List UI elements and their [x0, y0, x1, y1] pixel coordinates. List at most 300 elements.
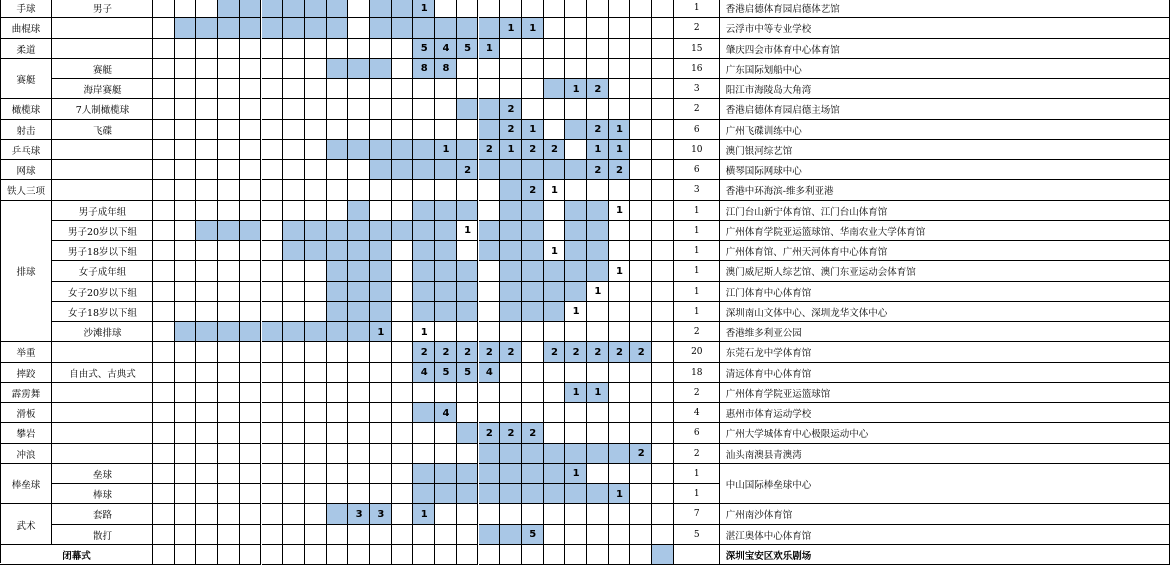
day-cell	[327, 241, 349, 261]
day-cell	[348, 39, 370, 59]
day-cell	[522, 464, 544, 484]
venue-name: 广州飞碟训练中心	[725, 125, 802, 137]
day-cell	[327, 99, 349, 119]
day-cell	[435, 18, 457, 38]
day-cell	[240, 18, 262, 38]
day-cell	[218, 18, 240, 38]
day-cell	[479, 282, 501, 302]
day-cell	[305, 59, 327, 79]
day-cell	[240, 403, 262, 423]
day-cell	[587, 545, 609, 565]
medal-count: 1	[572, 387, 580, 399]
day-cell	[609, 504, 631, 524]
day-cell	[240, 322, 262, 342]
day-cell	[196, 160, 218, 180]
day-cell	[587, 99, 609, 119]
day-cell	[652, 464, 674, 484]
day-cell	[153, 504, 175, 524]
day-cell	[262, 99, 284, 119]
day-cell	[348, 444, 370, 464]
event-name: 女子成年组	[78, 267, 127, 279]
day-cell	[630, 403, 652, 423]
day-cell	[175, 302, 197, 322]
medal-count: 2	[529, 427, 537, 439]
day-cell	[196, 504, 218, 524]
day-cell	[565, 59, 587, 79]
day-cell	[565, 545, 587, 565]
event-count: 1	[693, 3, 700, 14]
medal-count: 1	[529, 22, 537, 34]
day-cell	[175, 39, 197, 59]
day-cell	[544, 363, 566, 383]
day-cell	[457, 18, 479, 38]
day-cell	[348, 221, 370, 241]
day-cell	[262, 18, 284, 38]
day-cell	[392, 160, 414, 180]
day-cell	[652, 140, 674, 160]
venue-name: 中山国际棒垒球中心	[725, 480, 812, 491]
sport-name: 手球	[16, 4, 36, 16]
day-cell	[305, 484, 327, 504]
day-cell	[348, 525, 370, 545]
day-cell	[565, 444, 587, 464]
day-cell	[175, 484, 197, 504]
day-cell	[262, 241, 284, 261]
day-cell	[175, 221, 197, 241]
day-cell	[479, 484, 501, 504]
day-cell	[153, 241, 175, 261]
day-cell	[392, 302, 414, 322]
day-cell	[392, 282, 414, 302]
medal-count: 8	[442, 63, 450, 75]
day-cell	[305, 0, 327, 18]
day-cell	[305, 120, 327, 140]
day-cell	[652, 383, 674, 403]
day-cell	[196, 363, 218, 383]
sport-name: 冲浪	[16, 449, 36, 461]
day-cell	[348, 99, 370, 119]
day-cell	[609, 282, 631, 302]
day-cell	[630, 504, 652, 524]
medal-count: 1	[550, 184, 558, 196]
day-cell	[522, 59, 544, 79]
day-cell	[153, 302, 175, 322]
event-count: 4	[693, 408, 700, 419]
day-cell	[479, 322, 501, 342]
day-cell	[196, 525, 218, 545]
day-cell	[457, 0, 479, 18]
day-cell	[565, 18, 587, 38]
day-cell	[175, 403, 197, 423]
day-cell	[370, 444, 392, 464]
day-cell	[283, 282, 305, 302]
day-cell	[392, 201, 414, 221]
day-cell	[652, 322, 674, 342]
day-cell	[652, 363, 674, 383]
day-cell	[175, 99, 197, 119]
day-cell	[544, 39, 566, 59]
day-cell	[262, 180, 284, 200]
day-cell	[609, 403, 631, 423]
day-cell	[262, 504, 284, 524]
day-cell	[609, 18, 631, 38]
day-cell	[544, 99, 566, 119]
day-cell	[630, 221, 652, 241]
day-cell	[587, 0, 609, 18]
day-cell	[565, 140, 587, 160]
medal-count: 3	[377, 508, 385, 520]
sport-name: 赛艇	[16, 75, 36, 86]
day-cell	[283, 504, 305, 524]
event-count: 20	[691, 347, 703, 358]
day-cell	[283, 403, 305, 423]
day-cell	[609, 99, 631, 119]
event-name: 女子18岁以下组	[67, 307, 138, 319]
day-cell	[457, 120, 479, 140]
day-cell	[327, 201, 349, 221]
day-cell	[262, 464, 284, 484]
day-cell	[370, 302, 392, 322]
day-cell	[262, 201, 284, 221]
day-cell	[544, 79, 566, 99]
day-cell	[218, 525, 240, 545]
event-name: 赛艇	[92, 64, 112, 76]
day-cell	[652, 79, 674, 99]
medal-count: 5	[464, 367, 472, 379]
venue-name: 香港维多利亚公园	[725, 328, 802, 340]
event-name: 自由式、古典式	[69, 368, 136, 380]
day-cell	[283, 545, 305, 565]
day-cell	[240, 39, 262, 59]
day-cell	[305, 444, 327, 464]
day-cell	[305, 140, 327, 160]
day-cell	[348, 545, 370, 565]
day-cell	[479, 0, 501, 18]
day-cell	[348, 261, 370, 281]
venue-name: 广州南沙体育馆	[725, 510, 793, 522]
day-cell	[348, 403, 370, 423]
day-cell	[240, 383, 262, 403]
medal-count: 2	[594, 164, 602, 176]
sport-name: 射击	[16, 125, 36, 137]
event-count: 1	[693, 225, 700, 236]
day-cell	[283, 342, 305, 362]
day-cell	[327, 39, 349, 59]
day-cell	[196, 221, 218, 241]
day-cell	[500, 403, 522, 423]
day-cell	[327, 545, 349, 565]
day-cell	[327, 18, 349, 38]
day-cell	[544, 403, 566, 423]
event-name: 棒球	[92, 490, 112, 502]
day-cell	[370, 363, 392, 383]
day-cell	[413, 241, 435, 261]
medal-count: 1	[616, 488, 624, 500]
day-cell	[348, 201, 370, 221]
day-cell	[240, 241, 262, 261]
day-cell	[413, 302, 435, 322]
day-cell	[175, 322, 197, 342]
day-cell	[262, 221, 284, 241]
day-cell	[370, 120, 392, 140]
day-cell	[392, 221, 414, 241]
day-cell	[435, 180, 457, 200]
day-cell	[457, 180, 479, 200]
day-cell	[392, 140, 414, 160]
day-cell	[522, 221, 544, 241]
day-cell	[305, 261, 327, 281]
day-cell	[652, 59, 674, 79]
day-cell	[370, 545, 392, 565]
event-name: 垒球	[92, 469, 112, 481]
event-count: 1	[693, 489, 700, 500]
day-cell	[652, 525, 674, 545]
day-cell	[544, 201, 566, 221]
day-cell	[652, 180, 674, 200]
day-cell	[305, 99, 327, 119]
day-cell	[305, 160, 327, 180]
day-cell	[544, 59, 566, 79]
day-cell	[544, 545, 566, 565]
day-cell	[370, 59, 392, 79]
day-cell	[262, 140, 284, 160]
day-cell	[196, 59, 218, 79]
day-cell	[435, 0, 457, 18]
day-cell	[652, 221, 674, 241]
day-cell	[196, 140, 218, 160]
day-cell	[196, 464, 218, 484]
day-cell	[413, 221, 435, 241]
day-cell	[500, 0, 522, 18]
day-cell	[175, 444, 197, 464]
venue-name: 澳门银河综艺馆	[725, 145, 793, 157]
day-cell	[435, 201, 457, 221]
day-cell	[262, 383, 284, 403]
day-cell	[652, 120, 674, 140]
day-cell	[522, 545, 544, 565]
day-cell	[240, 180, 262, 200]
day-cell	[348, 383, 370, 403]
event-name	[52, 160, 153, 180]
day-cell	[479, 99, 501, 119]
medal-count: 1	[529, 124, 537, 136]
day-cell	[630, 525, 652, 545]
day-cell	[218, 484, 240, 504]
day-cell	[327, 504, 349, 524]
day-cell	[196, 201, 218, 221]
day-cell	[522, 39, 544, 59]
day-cell	[370, 39, 392, 59]
day-cell	[522, 504, 544, 524]
day-cell	[652, 484, 674, 504]
event-name	[52, 423, 153, 443]
day-cell	[283, 39, 305, 59]
day-cell	[305, 302, 327, 322]
day-cell	[413, 484, 435, 504]
event-count: 1	[693, 286, 700, 297]
day-cell	[218, 140, 240, 160]
day-cell	[283, 59, 305, 79]
day-cell	[630, 59, 652, 79]
event-name: 沙滩排球	[83, 328, 122, 340]
day-cell	[218, 282, 240, 302]
day-cell	[500, 383, 522, 403]
medal-count: 4	[442, 43, 450, 55]
venue-name: 澳门威尼斯人综艺馆、澳门东亚运动会体育馆	[725, 267, 916, 279]
day-cell	[587, 39, 609, 59]
day-cell	[457, 140, 479, 160]
day-cell	[522, 0, 544, 18]
day-cell	[305, 39, 327, 59]
day-cell	[153, 444, 175, 464]
day-cell	[218, 464, 240, 484]
event-count: 16	[691, 63, 703, 74]
venue-name: 江门台山新宁体育馆、江门台山体育馆	[725, 206, 888, 218]
venue-name: 香港启德体育园启德体艺馆	[725, 4, 840, 16]
day-cell	[348, 180, 370, 200]
day-cell	[500, 363, 522, 383]
day-cell	[370, 383, 392, 403]
medal-count: 5	[464, 43, 472, 55]
day-cell	[283, 221, 305, 241]
medal-count: 2	[637, 448, 645, 460]
day-cell	[630, 99, 652, 119]
day-cell	[196, 79, 218, 99]
day-cell	[240, 120, 262, 140]
medal-count: 1	[572, 468, 580, 480]
day-cell	[500, 322, 522, 342]
day-cell	[218, 221, 240, 241]
event-name: 7人制橄榄球	[75, 105, 130, 117]
day-cell	[153, 525, 175, 545]
day-cell	[262, 322, 284, 342]
day-cell	[175, 201, 197, 221]
day-cell	[218, 322, 240, 342]
day-cell	[392, 403, 414, 423]
medal-count: 2	[442, 346, 450, 358]
day-cell	[327, 342, 349, 362]
day-cell	[457, 201, 479, 221]
day-cell	[196, 403, 218, 423]
day-cell	[348, 0, 370, 18]
day-cell	[652, 545, 674, 565]
day-cell	[175, 160, 197, 180]
day-cell	[392, 18, 414, 38]
day-cell	[392, 444, 414, 464]
day-cell	[262, 363, 284, 383]
event-count: 2	[693, 23, 700, 34]
day-cell	[435, 444, 457, 464]
sport-name: 霹雳舞	[11, 388, 41, 400]
day-cell	[175, 504, 197, 524]
day-cell	[153, 0, 175, 18]
day-cell	[153, 322, 175, 342]
medal-count: 4	[420, 367, 428, 379]
day-cell	[479, 464, 501, 484]
day-cell	[218, 403, 240, 423]
day-cell	[435, 545, 457, 565]
day-cell	[218, 0, 240, 18]
day-cell	[348, 282, 370, 302]
day-cell	[413, 282, 435, 302]
day-cell	[196, 282, 218, 302]
sport-name: 滑板	[16, 409, 36, 421]
day-cell	[153, 342, 175, 362]
day-cell	[479, 403, 501, 423]
day-cell	[587, 180, 609, 200]
medal-count: 2	[594, 124, 602, 136]
event-count: 1	[693, 205, 700, 216]
event-name: 女子20岁以下组	[67, 287, 138, 299]
medal-count: 2	[572, 346, 580, 358]
day-cell	[240, 79, 262, 99]
day-cell	[413, 261, 435, 281]
day-cell	[327, 79, 349, 99]
day-cell	[479, 221, 501, 241]
day-cell	[370, 201, 392, 221]
event-name: 男子	[92, 4, 112, 16]
day-cell	[175, 79, 197, 99]
sport-name: 排球	[16, 267, 36, 279]
day-cell	[305, 464, 327, 484]
day-cell	[240, 282, 262, 302]
day-cell	[196, 180, 218, 200]
day-cell	[305, 504, 327, 524]
day-cell	[652, 504, 674, 524]
day-cell	[652, 423, 674, 443]
day-cell	[370, 79, 392, 99]
day-cell	[479, 79, 501, 99]
day-cell	[565, 504, 587, 524]
table-left-border	[0, 0, 1, 563]
sport-name: 攀岩	[16, 429, 36, 441]
day-cell	[370, 140, 392, 160]
venue-name: 广州大学城体育中心极限运动中心	[725, 429, 869, 441]
day-cell	[218, 180, 240, 200]
day-cell	[587, 525, 609, 545]
day-cell	[392, 342, 414, 362]
day-cell	[479, 180, 501, 200]
day-cell	[479, 302, 501, 322]
day-cell	[348, 464, 370, 484]
medal-count: 2	[616, 346, 624, 358]
day-cell	[652, 403, 674, 423]
day-cell	[348, 322, 370, 342]
day-cell	[305, 545, 327, 565]
day-cell	[370, 160, 392, 180]
day-cell	[435, 241, 457, 261]
day-cell	[196, 484, 218, 504]
day-cell	[305, 282, 327, 302]
day-cell	[262, 120, 284, 140]
day-cell	[305, 403, 327, 423]
day-cell	[240, 444, 262, 464]
day-cell	[283, 363, 305, 383]
day-cell	[283, 201, 305, 221]
day-cell	[348, 241, 370, 261]
event-name	[52, 403, 153, 423]
day-cell	[630, 302, 652, 322]
day-cell	[565, 201, 587, 221]
day-cell	[175, 241, 197, 261]
day-cell	[544, 525, 566, 545]
day-cell	[196, 241, 218, 261]
day-cell	[544, 261, 566, 281]
day-cell	[153, 201, 175, 221]
venue-name: 深圳南山文体中心、深圳龙华文体中心	[725, 307, 888, 319]
event-name	[52, 140, 153, 160]
day-cell	[262, 0, 284, 18]
